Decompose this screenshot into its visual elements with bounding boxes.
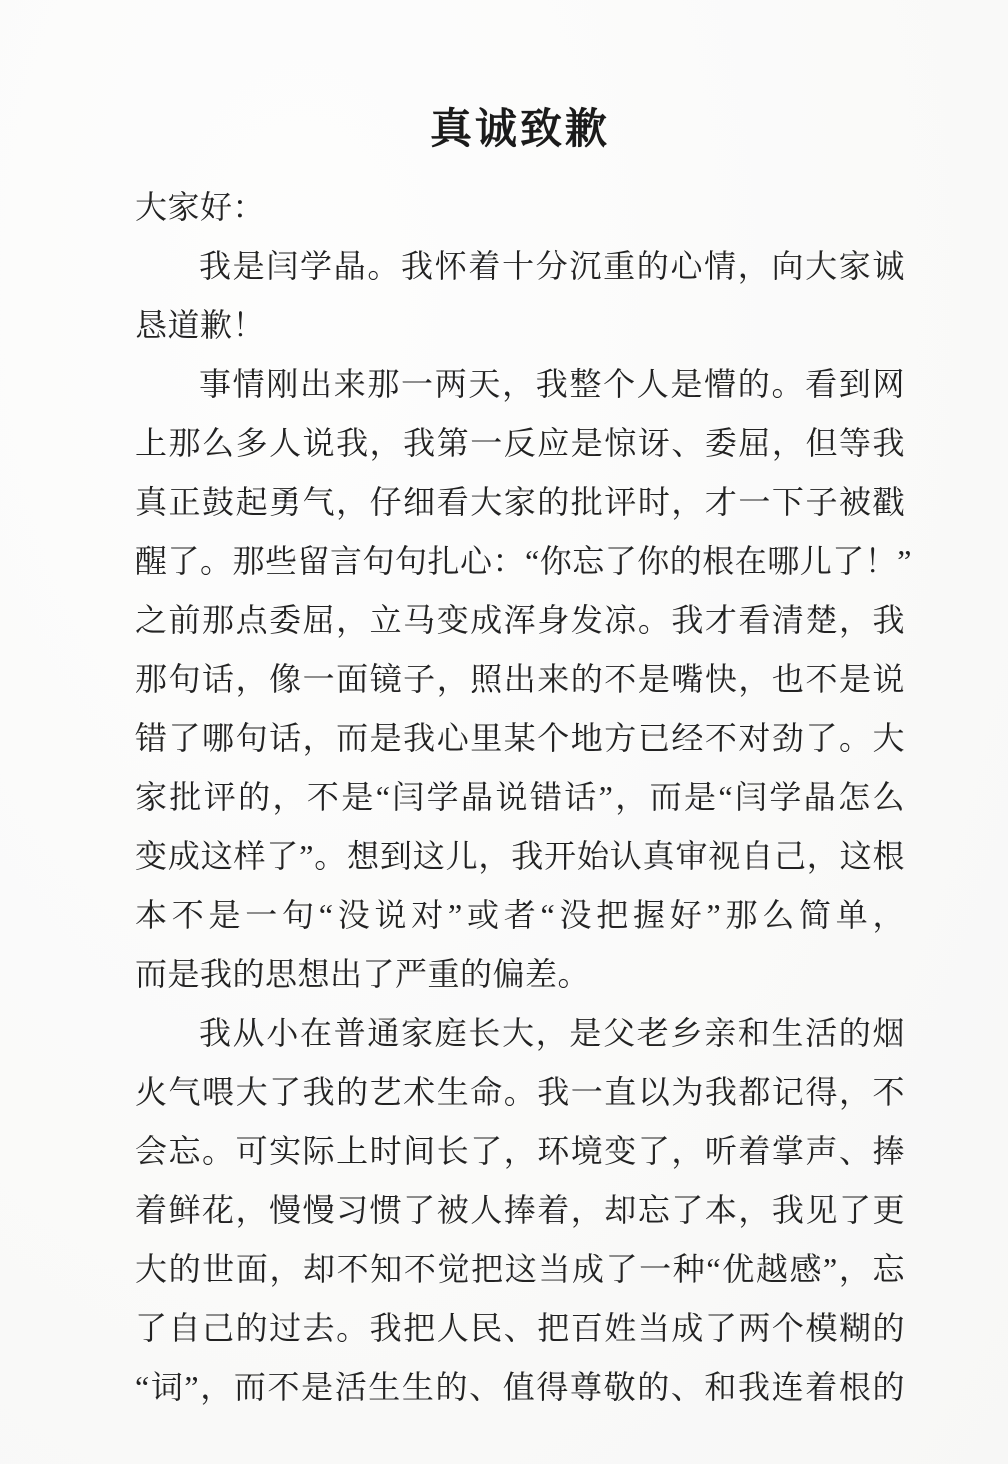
text-line: 而是我的思想出了严重的偏差。 [135, 956, 591, 992]
text-line: 着鲜花，慢慢习惯了被人捧着，却忘了本，我见了更 [135, 1192, 905, 1228]
text-line: 变成这样了”。想到这儿，我开始认真审视自己，这根 [135, 838, 905, 874]
text-line: 事情刚出来那一两天，我整个人是懵的。看到网 [199, 366, 905, 402]
text-line: 那句话，像一面镜子，照出来的不是嘴快，也不是说 [135, 661, 905, 697]
text-line: “词”，而不是活生生的、值得尊敬的、和我连着根的 [135, 1369, 905, 1405]
text-line: 大的世面，却不知不觉把这当成了一种“优越感”，忘 [135, 1251, 905, 1287]
text-line: 会忘。可实际上时间长了，环境变了，听着掌声、捧 [135, 1133, 905, 1169]
text-line: 之前那点委屈，立马变成浑身发凉。我才看清楚，我 [135, 602, 905, 638]
text-line: 醒了。那些留言句句扎心：“你忘了你的根在哪儿了！” [135, 543, 912, 579]
text-line: 家批评的，不是“闫学晶说错话”，而是“闫学晶怎么 [135, 779, 905, 815]
text-line: 了自己的过去。我把人民、把百姓当成了两个模糊的 [135, 1310, 905, 1346]
text-line: 恳道歉！ [135, 307, 266, 343]
text-line: 我从小在普通家庭长大，是父老乡亲和生活的烟 [199, 1015, 905, 1051]
text-line: 上那么多人说我，我第一反应是惊讶、委屈，但等我 [135, 425, 905, 461]
document-title: 真诚致歉 [429, 107, 610, 153]
text-line: 真正鼓起勇气，仔细看大家的批评时，才一下子被戳 [135, 484, 905, 520]
text-line: 本不是一句“没说对”或者“没把握好”那么简单， [135, 897, 905, 933]
text-line: 火气喂大了我的艺术生命。我一直以为我都记得，不 [135, 1074, 905, 1110]
text-line: 我是闫学晶。我怀着十分沉重的心情，向大家诚 [199, 248, 905, 284]
text-line: 错了哪句话，而是我心里某个地方已经不对劲了。大 [135, 720, 905, 756]
document-body [135, 178, 912, 1417]
text-line: 大家好： [135, 189, 266, 225]
